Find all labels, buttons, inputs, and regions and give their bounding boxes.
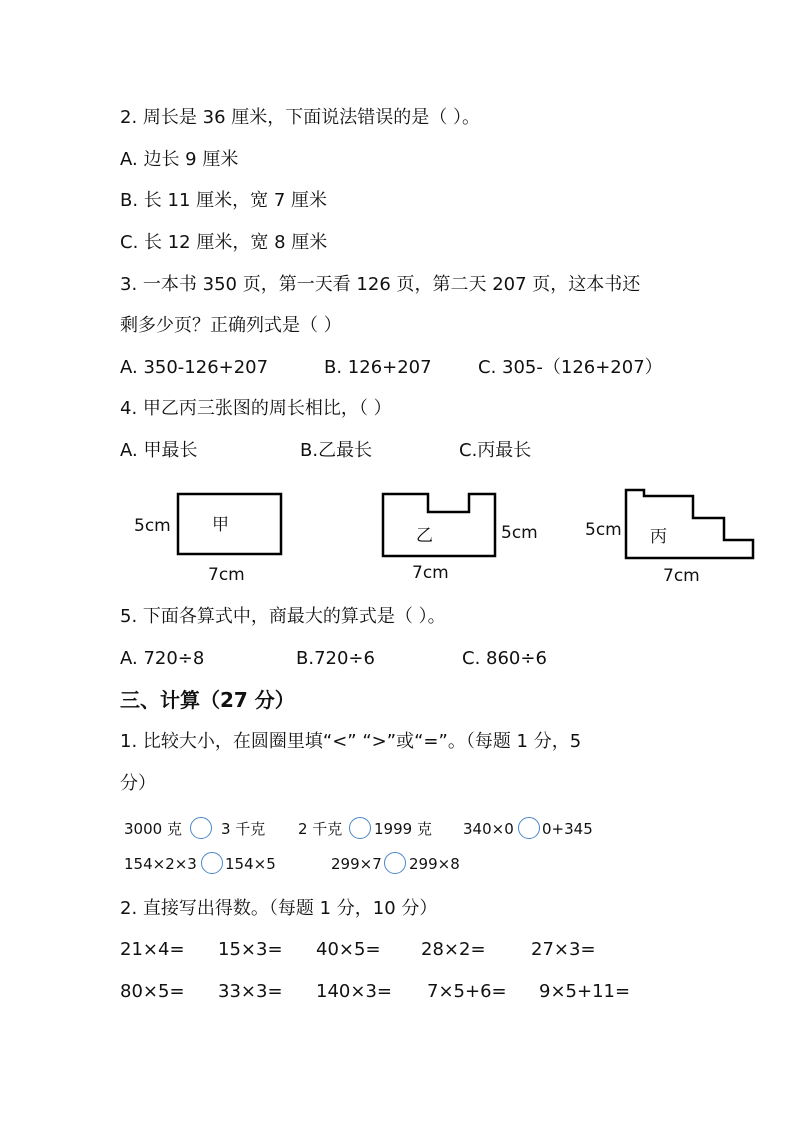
compare-1-left: 3000 克 — [124, 820, 182, 838]
s3-p2-stem: 2. 直接写出得数。（每题 1 分，10 分） — [120, 898, 438, 919]
compare-4-circle[interactable] — [201, 852, 223, 874]
compare-5-circle[interactable] — [384, 852, 406, 874]
figure-yi-shape — [383, 494, 495, 556]
compare-5-right: 299×8 — [409, 855, 460, 873]
q3-option-a: A. 350-126+207 — [120, 357, 269, 378]
q2-option-c: C. 长 12 厘米，宽 8 厘米 — [120, 232, 328, 253]
compare-4-left: 154×2×3 — [124, 855, 197, 873]
q4-stem: 4. 甲乙丙三张图的周长相比，（ ） — [120, 398, 392, 419]
compare-3-circle[interactable] — [518, 817, 540, 839]
compare-2-left: 2 千克 — [298, 820, 343, 838]
figure-jia-label: 甲 — [212, 515, 229, 535]
q5-option-c: C. 860÷6 — [462, 648, 547, 669]
s3-p1-stem-line2: 分） — [120, 773, 156, 794]
figure-jia-width: 7cm — [208, 565, 245, 585]
compare-2-right: 1999 克 — [374, 820, 432, 838]
q2-option-a: A. 边长 9 厘米 — [120, 149, 239, 170]
q3-option-c: C. 305-（126+207） — [478, 357, 663, 378]
compare-1-circle[interactable] — [190, 817, 212, 839]
q4-option-c: C.丙最长 — [459, 440, 532, 461]
compare-2-circle[interactable] — [349, 817, 371, 839]
section-3-title: 三、计算（27 分） — [120, 688, 295, 712]
calc-2-2: 33×3= — [218, 981, 283, 1002]
calc-2-5: 9×5+11= — [539, 981, 631, 1002]
compare-3-right: 0+345 — [542, 820, 593, 838]
figure-yi-width: 7cm — [412, 563, 449, 583]
q3-stem-line2: 剩多少页？正确列式是（ ） — [120, 315, 342, 336]
q4-option-a: A. 甲最长 — [120, 440, 198, 461]
q5-option-a: A. 720÷8 — [120, 648, 205, 669]
compare-1-right: 3 千克 — [221, 820, 266, 838]
calc-1-3: 40×5= — [316, 939, 381, 960]
compare-3-left: 340×0 — [463, 820, 514, 838]
compare-4-right: 154×5 — [225, 855, 276, 873]
calc-1-5: 27×3= — [531, 939, 596, 960]
figure-yi-height: 5cm — [501, 523, 538, 543]
q2-stem: 2. 周长是 36 厘米，下面说法错误的是（ ）。 — [120, 107, 480, 128]
figure-yi-label: 乙 — [416, 526, 433, 546]
s3-p1-stem-line1: 1. 比较大小，在圆圈里填“<” “>”或“=”。（每题 1 分，5 — [120, 731, 582, 752]
figure-bing-height: 5cm — [585, 520, 622, 540]
q5-option-b: B.720÷6 — [296, 648, 375, 669]
q4-option-b: B.乙最长 — [300, 440, 373, 461]
q2-option-b: B. 长 11 厘米，宽 7 厘米 — [120, 190, 328, 211]
q3-stem-line1: 3. 一本书 350 页，第一天看 126 页，第二天 207 页，这本书还 — [120, 274, 641, 295]
figure-bing-label: 丙 — [650, 527, 667, 547]
calc-2-4: 7×5+6= — [427, 981, 507, 1002]
calc-1-4: 28×2= — [421, 939, 486, 960]
figure-jia-height: 5cm — [134, 516, 171, 536]
calc-2-3: 140×3= — [316, 981, 392, 1002]
figure-bing-shape — [626, 490, 753, 558]
figure-bing-width: 7cm — [663, 566, 700, 586]
calc-1-2: 15×3= — [218, 939, 283, 960]
compare-5-left: 299×7 — [331, 855, 382, 873]
q3-option-b: B. 126+207 — [324, 357, 432, 378]
q5-stem: 5. 下面各算式中，商最大的算式是（ ）。 — [120, 606, 446, 627]
figure-jia-shape — [178, 494, 281, 554]
q4-figures — [0, 480, 793, 590]
calc-2-1: 80×5= — [120, 981, 185, 1002]
calc-1-1: 21×4= — [120, 939, 185, 960]
